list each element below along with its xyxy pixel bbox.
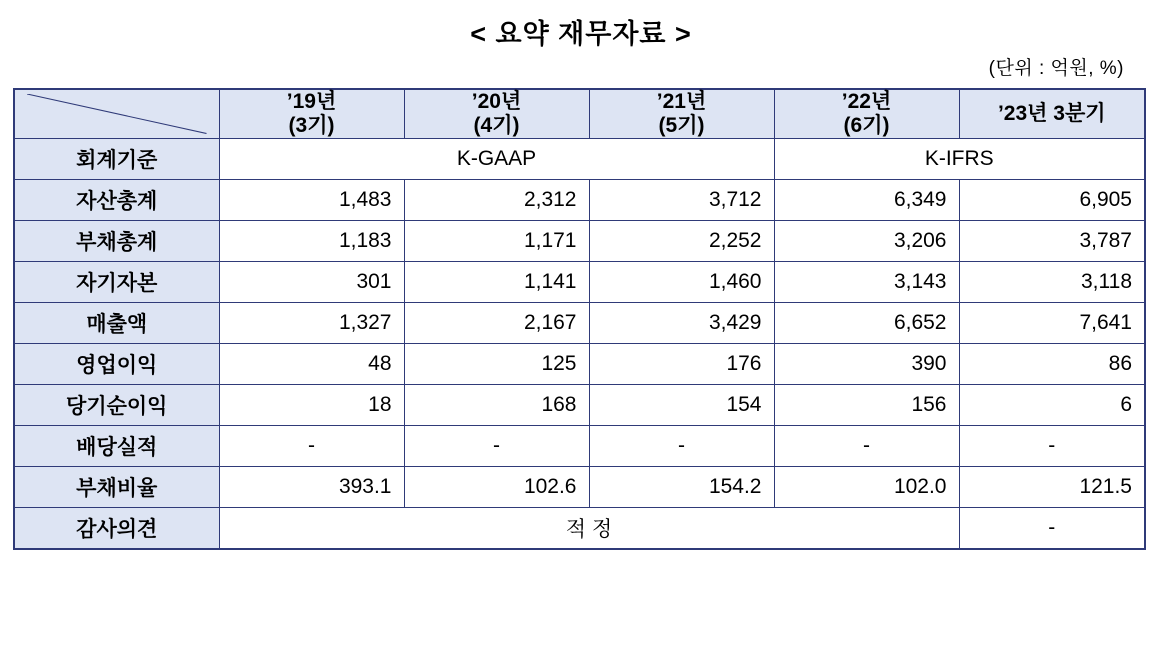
cell-equity-2023q3: 3,118: [959, 262, 1145, 303]
cell-revenue-2019: 1,327: [219, 303, 404, 344]
row-label-operating-profit: 영업이익: [14, 344, 219, 385]
column-header-2022: [774, 89, 959, 139]
row-label-debt-ratio: 부채비율: [14, 467, 219, 508]
table-row: [14, 303, 1145, 344]
cell-equity-2021: 1,460: [589, 262, 774, 303]
cell-net-income-2021: 154: [589, 385, 774, 426]
page-title: < 요약 재무자료 >: [470, 19, 692, 49]
cell-audit-opinion-2023q3: -: [959, 508, 1145, 549]
column-header-2019-line2: (3기): [288, 114, 335, 138]
cell-equity-2019: 301: [219, 262, 404, 303]
cell-debt-ratio-2022: 102.0: [774, 467, 959, 508]
table-row: [14, 385, 1145, 426]
cell-dividend-2019: -: [219, 426, 404, 467]
cell-accounting-standard-kifrs: K-IFRS: [774, 139, 1145, 180]
cell-operating-profit-2019: 48: [219, 344, 404, 385]
table-row: [14, 180, 1145, 221]
column-header-2022-line1: ’22년: [841, 90, 892, 113]
financial-summary-table: [13, 88, 1146, 550]
cell-net-income-2019: 18: [219, 385, 404, 426]
cell-total-liabilities-2020: 1,171: [404, 221, 589, 262]
cell-debt-ratio-2023q3: 121.5: [959, 467, 1145, 508]
table-row: [14, 221, 1145, 262]
column-header-2020-line1: ’20년: [471, 90, 522, 113]
table-row: [14, 344, 1145, 385]
cell-dividend-2023q3: -: [959, 426, 1145, 467]
cell-net-income-2023q3: 6: [959, 385, 1145, 426]
column-header-2021: [589, 89, 774, 139]
cell-total-liabilities-2023q3: 3,787: [959, 221, 1145, 262]
cell-equity-2022: 3,143: [774, 262, 959, 303]
cell-total-assets-2019: 1,483: [219, 180, 404, 221]
cell-dividend-2022: -: [774, 426, 959, 467]
cell-revenue-2022: 6,652: [774, 303, 959, 344]
row-label-equity: 자기자본: [14, 262, 219, 303]
cell-net-income-2020: 168: [404, 385, 589, 426]
column-header-2020-line2: (4기): [473, 114, 520, 138]
column-header-2019: [219, 89, 404, 139]
cell-total-assets-2020: 2,312: [404, 180, 589, 221]
row-label-audit-opinion: 감사의견: [14, 508, 219, 549]
row-label-total-liabilities: 부채총계: [14, 221, 219, 262]
table-row: [14, 262, 1145, 303]
table-header-row: [14, 89, 1145, 139]
cell-accounting-standard-kgaap: K-GAAP: [219, 139, 774, 180]
cell-revenue-2023q3: 7,641: [959, 303, 1145, 344]
cell-dividend-2020: -: [404, 426, 589, 467]
table-corner-diagonal-cell: [14, 89, 219, 139]
cell-total-assets-2021: 3,712: [589, 180, 774, 221]
column-header-2021-line2: (5기): [658, 114, 705, 138]
cell-debt-ratio-2021: 154.2: [589, 467, 774, 508]
document-page: [0, 12, 1162, 645]
cell-debt-ratio-2019: 393.1: [219, 467, 404, 508]
column-header-2019-line1: ’19년: [286, 90, 337, 113]
unit-note: (단위 : 억원, %): [988, 58, 1124, 79]
cell-total-assets-2022: 6,349: [774, 180, 959, 221]
cell-debt-ratio-2020: 102.6: [404, 467, 589, 508]
row-label-accounting-standard: 회계기준: [14, 139, 219, 180]
table-row: [14, 467, 1145, 508]
cell-audit-opinion-unqualified: 적 정: [219, 508, 959, 549]
cell-total-assets-2023q3: 6,905: [959, 180, 1145, 221]
cell-operating-profit-2021: 176: [589, 344, 774, 385]
table-row: [14, 426, 1145, 467]
diagonal-line-icon: [27, 94, 207, 134]
cell-revenue-2020: 2,167: [404, 303, 589, 344]
cell-net-income-2022: 156: [774, 385, 959, 426]
row-label-revenue: 매출액: [14, 303, 219, 344]
row-label-net-income: 당기순이익: [14, 385, 219, 426]
cell-total-liabilities-2019: 1,183: [219, 221, 404, 262]
cell-revenue-2021: 3,429: [589, 303, 774, 344]
cell-equity-2020: 1,141: [404, 262, 589, 303]
cell-operating-profit-2022: 390: [774, 344, 959, 385]
cell-dividend-2021: -: [589, 426, 774, 467]
column-header-2023q3: [959, 89, 1145, 139]
column-header-2023q3-line1: ’23년 3분기: [997, 102, 1106, 126]
cell-operating-profit-2020: 125: [404, 344, 589, 385]
column-header-2022-line2: (6기): [843, 114, 890, 138]
row-label-total-assets: 자산총계: [14, 180, 219, 221]
column-header-2020: [404, 89, 589, 139]
cell-total-liabilities-2022: 3,206: [774, 221, 959, 262]
table-row: [14, 139, 1145, 180]
column-header-2021-line1: ’21년: [656, 90, 707, 113]
cell-operating-profit-2023q3: 86: [959, 344, 1145, 385]
row-label-dividend: 배당실적: [14, 426, 219, 467]
table-row: [14, 508, 1145, 549]
cell-total-liabilities-2021: 2,252: [589, 221, 774, 262]
